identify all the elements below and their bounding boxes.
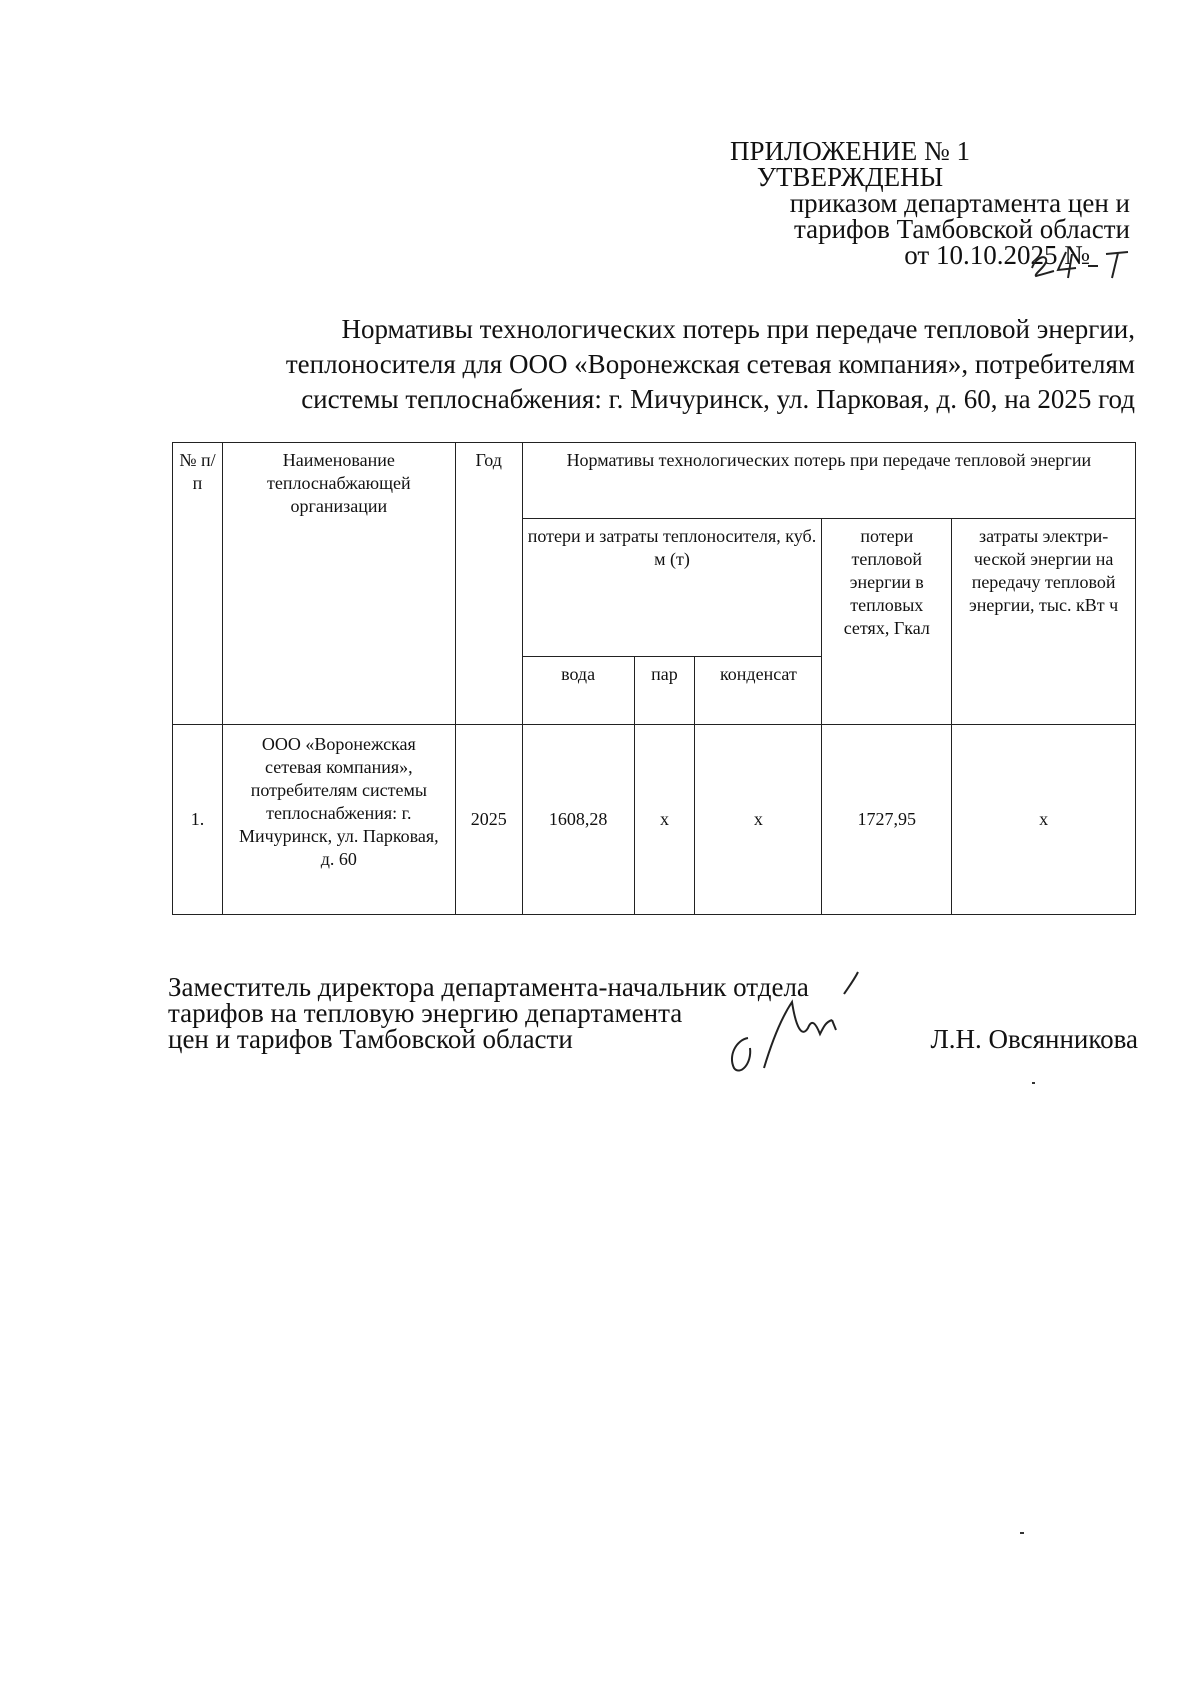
cell-num: 1. [173, 725, 223, 915]
header-year: Год [455, 443, 522, 725]
cell-steam: х [634, 725, 695, 915]
cell-heat-loss: 1727,95 [822, 725, 952, 915]
cell-condensate: х [695, 725, 822, 915]
title-line-3: системы теплоснабжения: г. Мичуринск, ул. Парковая, д. 60, на 2025 год [301, 384, 1135, 414]
approved-label: УТВЕРЖДЕНЫ [756, 162, 944, 192]
position-line-2: тарифов на тепловую энергию департамента [168, 998, 683, 1028]
title-line-1: Нормативы технологических потерь при передаче тепловой энергии, [341, 314, 1135, 344]
cell-electricity: х [952, 725, 1136, 915]
approval-block [570, 138, 1130, 268]
header-coolant: потери и затраты теплоносителя, куб. м (т) [522, 519, 822, 657]
order-date-line [570, 242, 1130, 268]
handwritten-signature [708, 968, 908, 1088]
order-line-1: приказом департамента цен и [789, 188, 1130, 218]
header-electricity: затраты электри-ческой энергии на передачу тепловой энергии, тыс. кВт ч [952, 519, 1136, 725]
norms-table [172, 442, 1136, 915]
signature-block [168, 974, 1138, 1114]
cell-water: 1608,28 [522, 725, 634, 915]
signatory-name: Л.Н. Овсянникова [930, 1024, 1138, 1054]
header-norms: Нормативы технологических потерь при передаче тепловой энергии [522, 443, 1135, 519]
position-line-3: цен и тарифов Тамбовской области [168, 1024, 573, 1054]
cell-org: ООО «Воронежская сетевая компания», потребителям системы теплоснабжения: г. Мичуринск, ул. Парковая, д. 60 [222, 725, 455, 915]
table-row [173, 725, 1136, 915]
position-line-1: Заместитель директора департамента-начальник отдела [168, 972, 809, 1002]
title-line-2: теплоносителя для ООО «Воронежская сетевая компания», потребителям [285, 349, 1135, 379]
handwritten-order-number [1026, 238, 1136, 282]
appendix-label: ПРИЛОЖЕНИЕ № 1 [729, 136, 971, 166]
header-water: вода [522, 657, 634, 725]
document-title [150, 312, 1135, 417]
order-line-2: тарифов Тамбовской области [794, 214, 1130, 244]
header-condensate: конденсат [695, 657, 822, 725]
scan-speck [1032, 1082, 1035, 1084]
scan-speck [1020, 1532, 1024, 1534]
cell-year: 2025 [455, 725, 522, 915]
header-heat-loss: потери тепловой энергии в тепловых сетях, Гкал [822, 519, 952, 725]
header-num: № п/ п [173, 443, 223, 725]
header-org: Наименование теплоснабжающей организации [222, 443, 455, 725]
order-date: от 10.10.2025 № [904, 240, 1090, 270]
header-steam: пар [634, 657, 695, 725]
